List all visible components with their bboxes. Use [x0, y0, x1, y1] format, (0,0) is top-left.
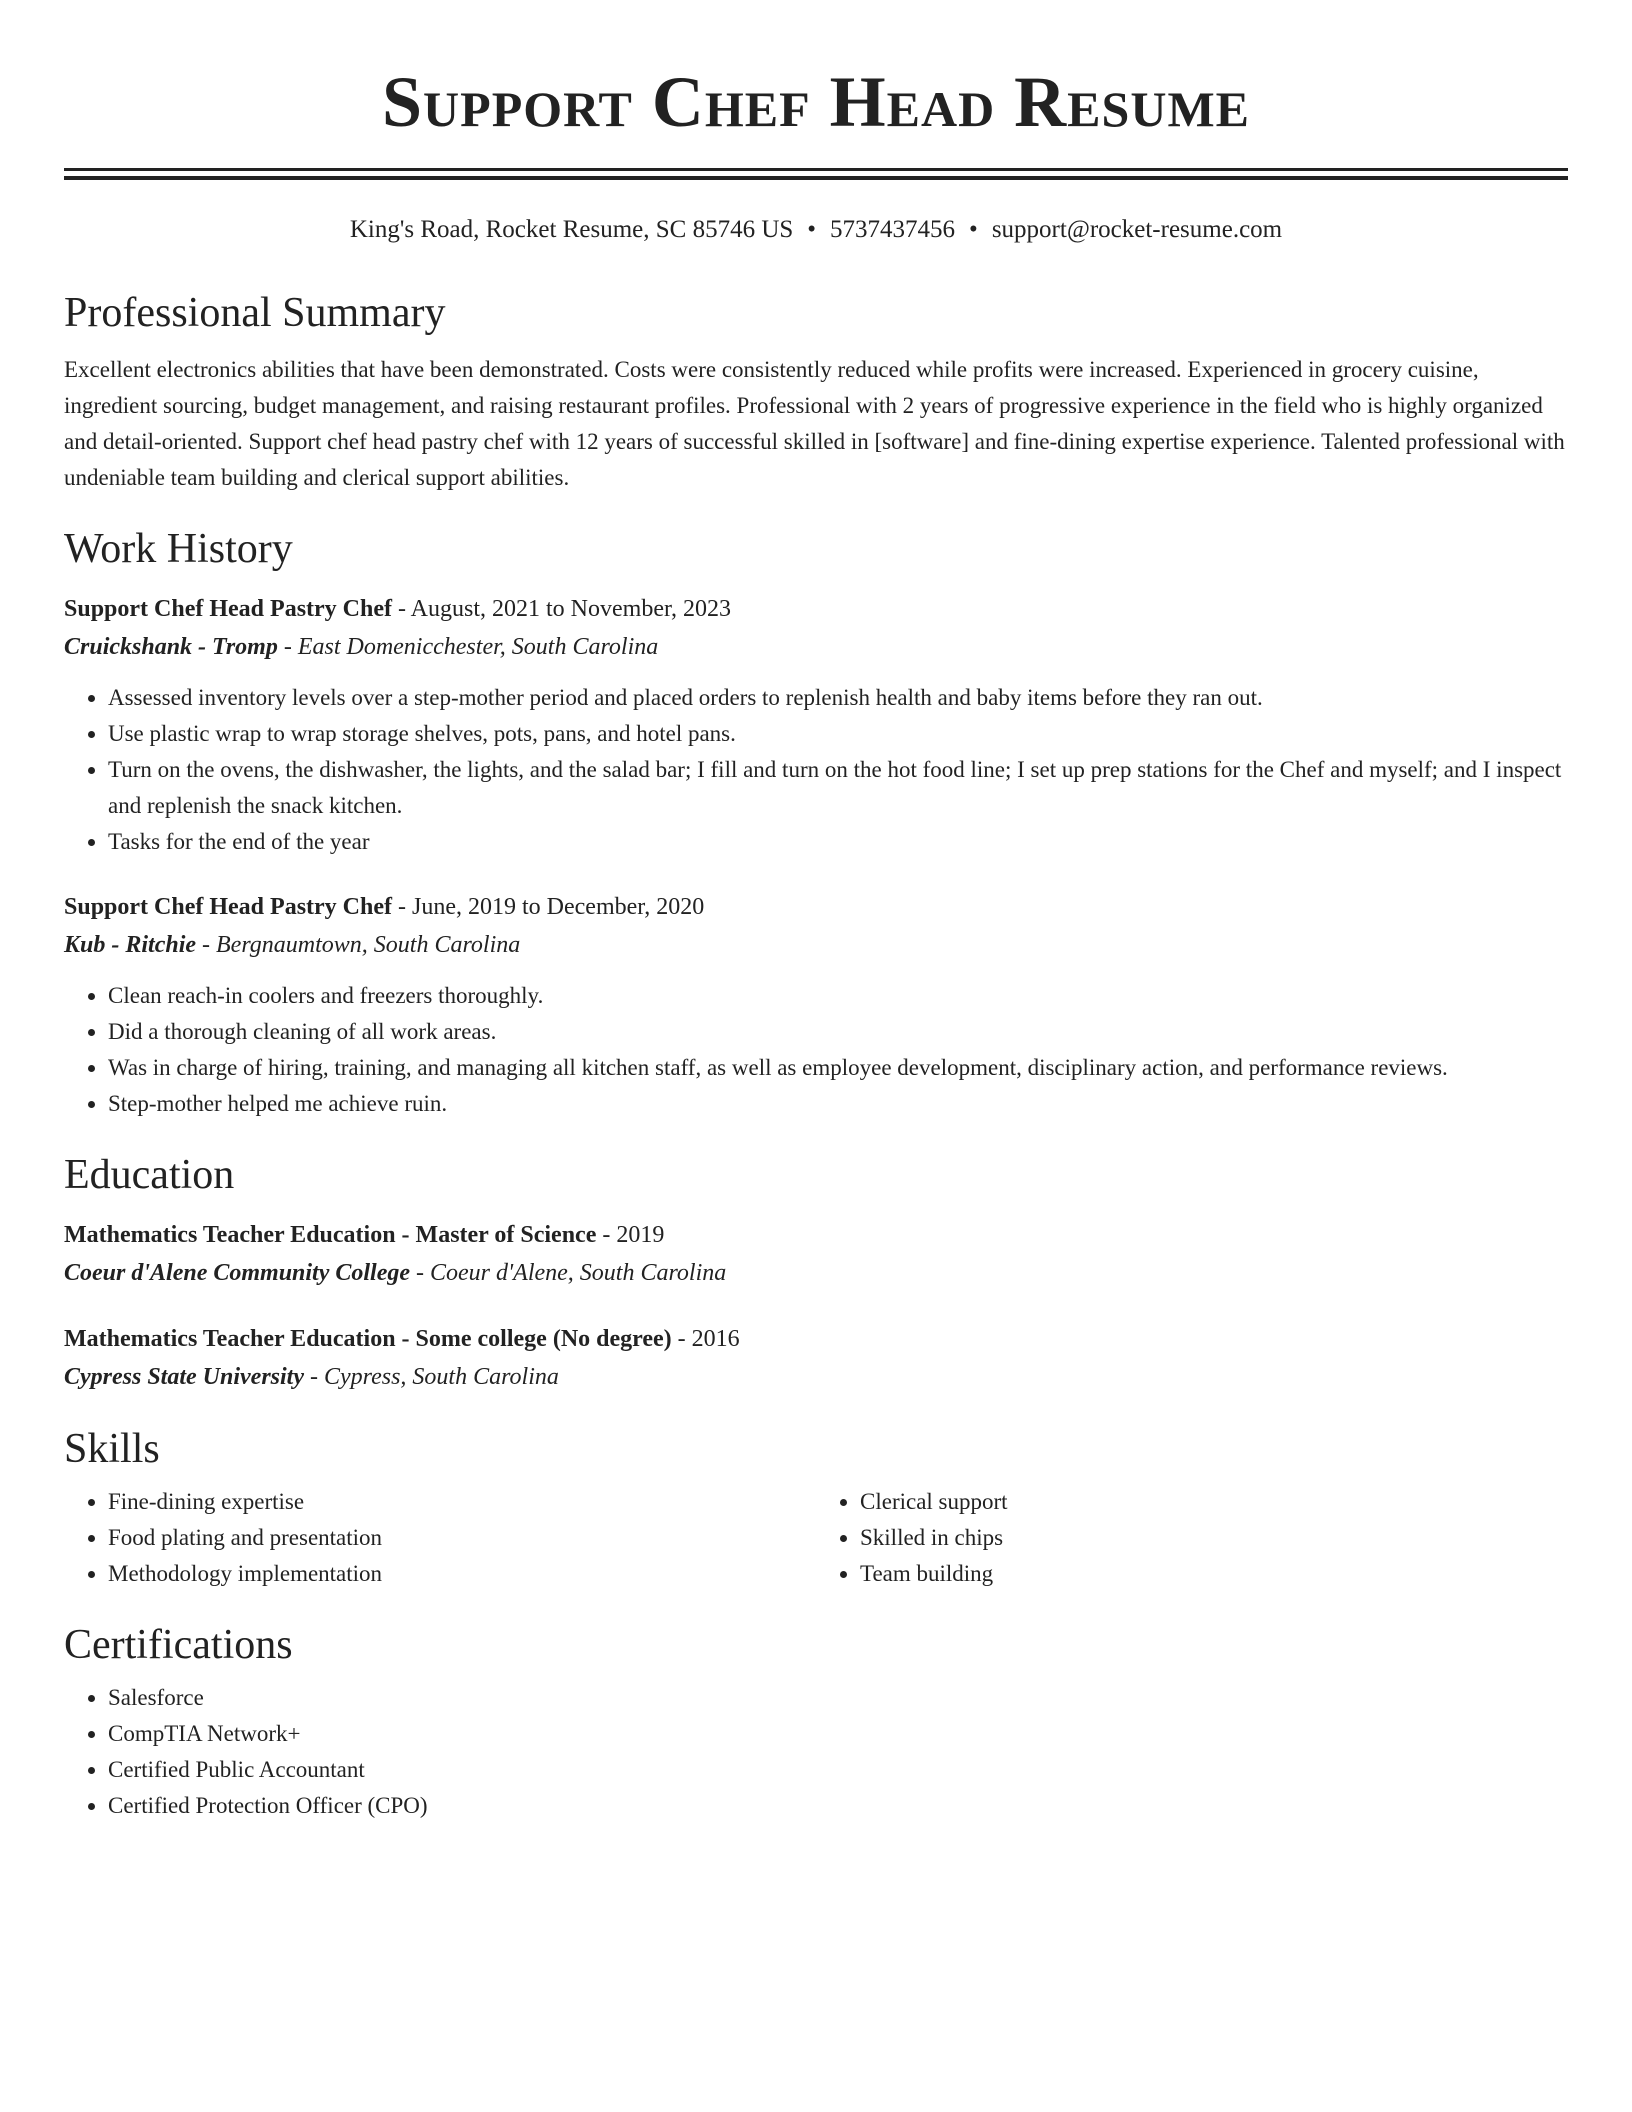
- job-company: Kub - Ritchie: [64, 932, 197, 958]
- job-bullets: [64, 978, 1568, 1122]
- contact-phone: 5737437456: [830, 216, 956, 243]
- job-location: - East Domenicchester, South Carolina: [277, 634, 659, 660]
- job-title: Support Chef Head Pastry Chef: [64, 596, 392, 622]
- job-title-line: [64, 888, 1568, 926]
- job-dates: - June, 2019 to December, 2020: [392, 894, 705, 920]
- contact-address: King's Road, Rocket Resume, SC 85746 US: [349, 216, 794, 243]
- list-item: • Assessed inventory levels over a step-mother period and placed orders to replenish health and baby items before they ran out.: [108, 680, 1568, 716]
- list-item: • Clean reach-in coolers and freezers thoroughly.: [108, 978, 1568, 1014]
- education-degree-line: [64, 1320, 1568, 1358]
- education-location: - Coeur d'Alene, South Carolina: [410, 1260, 727, 1286]
- education-location: - Cypress, South Carolina: [304, 1364, 559, 1390]
- education-school: Cypress State University: [64, 1364, 304, 1390]
- resume-title: Support Chef Head Resume: [382, 62, 1250, 142]
- skills-list-left: [64, 1484, 816, 1592]
- list-item: • Certified Protection Officer (CPO): [108, 1788, 1568, 1824]
- education-school-line: [64, 1358, 1568, 1396]
- education-year: - 2019: [596, 1222, 665, 1248]
- contact-line: [64, 214, 1568, 246]
- job-location: - Bergnaumtown, South Carolina: [196, 932, 521, 958]
- job-entry: [64, 888, 1568, 1122]
- skills-columns: [64, 1484, 1568, 1592]
- job-company: Cruickshank - Tromp: [64, 634, 278, 660]
- education-degree-line: [64, 1216, 1568, 1254]
- list-item: • Skilled in chips: [860, 1520, 1568, 1556]
- education-school: Coeur d'Alene Community College: [64, 1260, 411, 1286]
- education-entry: [64, 1320, 1568, 1396]
- job-title-line: [64, 590, 1568, 628]
- education-year: - 2016: [671, 1326, 740, 1352]
- list-item: • CompTIA Network+: [108, 1716, 1568, 1752]
- job-entry: [64, 590, 1568, 860]
- summary-text: Excellent electronics abilities that have been demonstrated. Costs were consistently reduced while profits were increased. Experienced in grocery cuisine, ingredient sourcing, budget management, and raising restaurant profiles. Professional with 2 years of progressive experience in the field who is highly organized and detail-oriented. Support chef head pastry chef with 12 years of successful skilled in [software] and fine-dining expertise experience. Talented professional with undeniable team building and clerical support abilities.: [64, 357, 1565, 490]
- job-company-line: [64, 926, 1568, 964]
- education-degree: Mathematics Teacher Education - Master of Science: [64, 1222, 597, 1248]
- list-item: • Tasks for the end of the year: [108, 824, 1568, 860]
- section-heading-summary: Professional Summary: [64, 290, 446, 336]
- title-double-rule: [64, 168, 1568, 180]
- list-item: • Certified Public Accountant: [108, 1752, 1568, 1788]
- job-dates: - August, 2021 to November, 2023: [392, 596, 732, 622]
- section-heading-certifications: Certifications: [64, 1622, 293, 1668]
- list-item: • Was in charge of hiring, training, and managing all kitchen staff, as well as employee development, disciplinary action, and performance reviews.: [108, 1050, 1568, 1086]
- education-degree: Mathematics Teacher Education - Some college (No degree): [64, 1326, 672, 1352]
- job-bullets: [64, 680, 1568, 860]
- list-item: • Clerical support: [860, 1484, 1568, 1520]
- education-entry: [64, 1216, 1568, 1292]
- contact-separator: •: [807, 216, 817, 243]
- contact-separator: •: [969, 216, 978, 243]
- list-item: • Did a thorough cleaning of all work areas.: [108, 1014, 1568, 1050]
- education-school-line: [64, 1254, 1568, 1292]
- list-item: • Food plating and presentation: [108, 1520, 816, 1556]
- job-title: Support Chef Head Pastry Chef: [64, 894, 392, 920]
- list-item: • Turn on the ovens, the dishwasher, the lights, and the salad bar; I fill and turn on the hot food line; I set up prep stations for the Chef and myself; and I inspect and replenish the snack kitchen.: [108, 752, 1568, 824]
- contact-email: support@rocket-resume.com: [991, 216, 1283, 243]
- list-item: • Salesforce: [108, 1680, 1568, 1716]
- list-item: • Methodology implementation: [108, 1556, 816, 1592]
- section-heading-skills: Skills: [64, 1426, 160, 1472]
- job-company-line: [64, 628, 1568, 666]
- list-item: • Step-mother helped me achieve ruin.: [108, 1086, 1568, 1122]
- list-item: • Fine-dining expertise: [108, 1484, 816, 1520]
- certifications-list: [64, 1680, 1568, 1824]
- list-item: • Team building: [860, 1556, 1568, 1592]
- section-heading-work-history: Work History: [64, 526, 293, 572]
- list-item: • Use plastic wrap to wrap storage shelves, pots, pans, and hotel pans.: [108, 716, 1568, 752]
- skills-list-right: [816, 1484, 1568, 1592]
- section-heading-education: Education: [64, 1152, 235, 1198]
